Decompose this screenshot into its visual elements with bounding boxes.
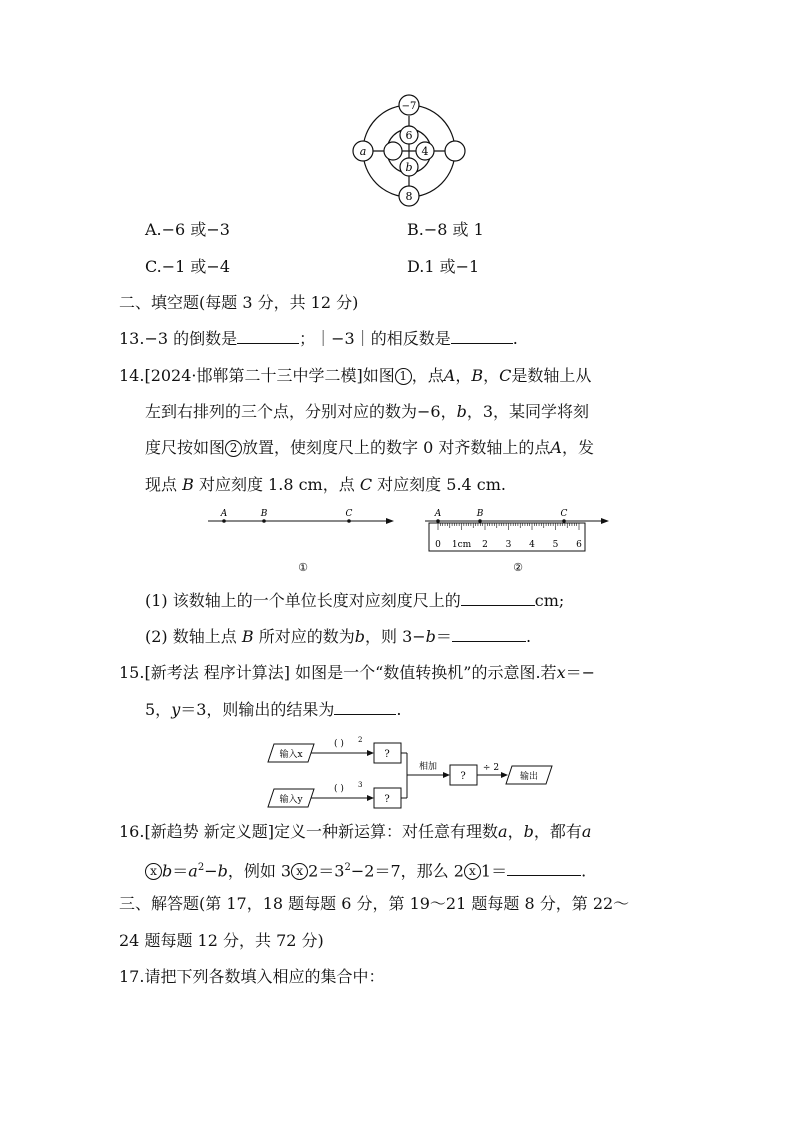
- circle-diagram: [345, 92, 475, 212]
- question-16-line2: x $b=a^2-b$，例如 3 x $2=3^2-2=7$，那么 2 x 1＝ .: [145, 857, 586, 882]
- answer-blank[interactable]: [334, 700, 396, 715]
- answer-blank[interactable]: [451, 329, 513, 344]
- section-heading-solve-cont: 24 题每题 12 分，共 72 分): [119, 931, 324, 950]
- label-a: A: [220, 509, 228, 519]
- ruler-number: 4: [529, 540, 535, 550]
- add-label: 相加: [418, 762, 438, 772]
- question-14-line3: 度尺按如图 2 放置，使刻度尺上的数字 0 对齐数轴上的点A，发: [145, 438, 594, 457]
- ruler-number: 6: [576, 540, 582, 550]
- question-16-line1: 16.[新趋势 新定义题]定义一种新运算：对任意有理数a，b，都有a: [119, 822, 592, 841]
- number-line-figures: [200, 505, 620, 577]
- question-13: 13.−3 的倒数是 ；｜−3｜的相反数是 .: [119, 329, 518, 348]
- ruler-numbers: [435, 540, 582, 550]
- ruler-number: 1cm: [451, 540, 472, 550]
- answer-blank[interactable]: [507, 861, 581, 876]
- option-d: D.1 或−1: [407, 257, 480, 276]
- label-b: B: [476, 509, 484, 519]
- input-y-label: 输入y: [279, 795, 303, 805]
- ruler-number: 3: [505, 540, 512, 550]
- circled-x-operator: x: [291, 863, 308, 880]
- square-exponent: 2: [358, 736, 363, 744]
- answer-blank[interactable]: [461, 591, 535, 606]
- option-b: B.−8 或 1: [407, 220, 484, 239]
- node-bottom: 8: [405, 190, 413, 203]
- figure-label-2: ②: [513, 561, 523, 574]
- square-op: ( ): [334, 739, 344, 749]
- answer-blank[interactable]: [452, 627, 526, 642]
- result-box: ?: [384, 794, 390, 805]
- option-a: A.−6 或−3: [145, 220, 230, 239]
- value-converter-flowchart: [266, 733, 556, 813]
- node-left: a: [359, 145, 367, 158]
- ruler-number: 0: [435, 540, 441, 550]
- question-14-part2: (2) 数轴上点 B 所对应的数为b，则 3−b＝ .: [145, 627, 532, 646]
- cube-op: ( ): [334, 784, 344, 794]
- divide-label: ÷ 2: [482, 763, 500, 773]
- question-17: 17.请把下列各数填入相应的集合中：: [119, 967, 385, 986]
- question-14-line4: 现点 B 对应刻度 1.8 cm，点 C 对应刻度 5.4 cm.: [145, 475, 507, 494]
- result-box: ?: [460, 771, 466, 782]
- label-a: A: [434, 509, 442, 519]
- question-15-line1: 15.[新考法 程序计算法] 如图是一个“数值转换机”的示意图.若x＝−: [119, 663, 596, 682]
- question-14-line2: 左到右排列的三个点，分别对应的数为−6，b，3，某同学将刻: [145, 402, 590, 421]
- node-inner-bottom: b: [405, 161, 413, 174]
- option-c: C.−1 或−4: [145, 257, 231, 276]
- node-inner-top: 6: [405, 129, 413, 142]
- question-14-line1: 14.[2024·邯郸第二十三中学二模]如图 1 ，点A，B，C是数轴上从: [119, 366, 592, 385]
- input-x-label: 输入x: [279, 750, 303, 760]
- cube-exponent: 3: [358, 781, 363, 789]
- section-heading-fill-blank: 二、填空题(每题 3 分，共 12 分): [119, 293, 359, 312]
- label-b: B: [260, 509, 268, 519]
- result-box: ?: [384, 749, 390, 760]
- output-label: 输出: [519, 772, 539, 782]
- ruler-number: 5: [552, 540, 559, 550]
- question-15-line2: 5，y＝3，则输出的结果为 .: [145, 700, 402, 719]
- question-14-part1: (1) 该数轴上的一个单位长度对应刻度尺上的 cm;: [145, 591, 565, 610]
- circled-x-operator: x: [145, 863, 162, 880]
- circled-x-operator: x: [464, 863, 481, 880]
- section-heading-solve: 三、解答题(第 17，18 题每题 6 分，第 19～21 题每题 8 分，第 22～: [119, 894, 630, 913]
- ruler-ticks: [438, 523, 579, 530]
- node-top: −7: [401, 101, 417, 112]
- figure-label-1: ①: [298, 561, 308, 574]
- label-c: C: [345, 509, 353, 519]
- node-inner-right: 4: [421, 145, 429, 158]
- ruler-number: 2: [482, 540, 488, 550]
- answer-blank[interactable]: [237, 329, 299, 344]
- label-c: C: [560, 509, 568, 519]
